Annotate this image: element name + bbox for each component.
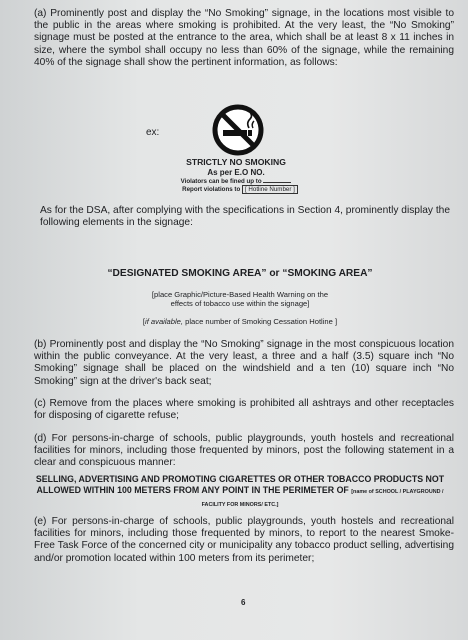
dsa-hotline-italic: if available, bbox=[145, 317, 184, 326]
page-number: 6 bbox=[241, 598, 246, 607]
dsa-hotline-note: [if available, place number of Smoking Cessation Hotline ] bbox=[142, 317, 338, 326]
sign-subtitle: As per E.O NO. bbox=[207, 168, 265, 177]
dsa-hotline-rest: place number of Smoking Cessation Hotline ] bbox=[185, 317, 338, 326]
sign-report-text: Report violations to bbox=[182, 186, 241, 193]
paragraph-b: (b) Prominently post and display the “No Smoking” signage in the most conspicuous location within the public conveyance. At the very least, a three and a half (3.5) square inch “No Smoking” signage shall be placed on the windshield and a ten (10) square inch “No Smoking” sign at the driver's back seat; bbox=[34, 339, 454, 387]
sign-fine-text: Violators can be fined up to bbox=[180, 178, 262, 185]
paragraph-c: (c) Remove from the places where smoking is prohibited all ashtrays and other receptacles for disposing of cigarette refuse; bbox=[34, 398, 454, 422]
paragraph-e: (e) For persons-in-charge of schools, public playgrounds, youth hostels and recreational facilities for minors, including those frequented by minors, to report to the nearest Smoke-Free Task Force of the concerned city or municipality any tobacco product selling, advertising and/or promotion located within 100 meters from its perimeter; bbox=[34, 516, 454, 564]
no-smoking-icon bbox=[212, 104, 264, 156]
paragraph-d: (d) For persons-in-charge of schools, public playgrounds, youth hostels and recreational facilities for minors, including those frequented by minors, post the following statement in a clear and conspicuous manner: bbox=[34, 433, 454, 469]
paragraph-a: (a) Prominently post and display the “No Smoking” signage, in the locations most visible to the public in the areas where smoking is prohibited. At the very least, the “No Smoking” signage must be posted at the entrance to the area, which shall be at least 8 x 11 inches in size, where the symbol shall occupy no less than 60% of the signage, while the remaining 40% of the signage shall show the pertinent information, as follows: bbox=[34, 8, 454, 68]
sign-report-line bbox=[170, 186, 310, 193]
caps-statement-text: SELLING, ADVERTISING AND PROMOTING CIGARETTES OR OTHER TOBACCO PRODUCTS NOT ALLOWED WITHIN 100 METERS FROM ANY POINT IN THE PERIMETER OF bbox=[35, 474, 445, 495]
sign-title: STRICTLY NO SMOKING bbox=[186, 157, 286, 167]
sign-hotline: [ Hotline Number ] bbox=[242, 185, 298, 194]
paragraph-dsa: As for the DSA, after complying with the specifications in Section 4, prominently display the following elements in the signage: bbox=[40, 205, 450, 229]
example-label: ex: bbox=[146, 127, 160, 138]
dsa-warning-note: [place Graphic/Picture-Based Health Warning on the effects of tobacco use within the signage] bbox=[151, 290, 329, 309]
caps-statement bbox=[30, 474, 450, 511]
fine-blank bbox=[263, 182, 291, 183]
caps-bracket: [name of SCHOOL / PLAYGROUND / FACILITY FOR MINORS/ ETC.] bbox=[201, 489, 444, 508]
dsa-heading: “DESIGNATED SMOKING AREA” or “SMOKING AREA” bbox=[107, 268, 373, 279]
